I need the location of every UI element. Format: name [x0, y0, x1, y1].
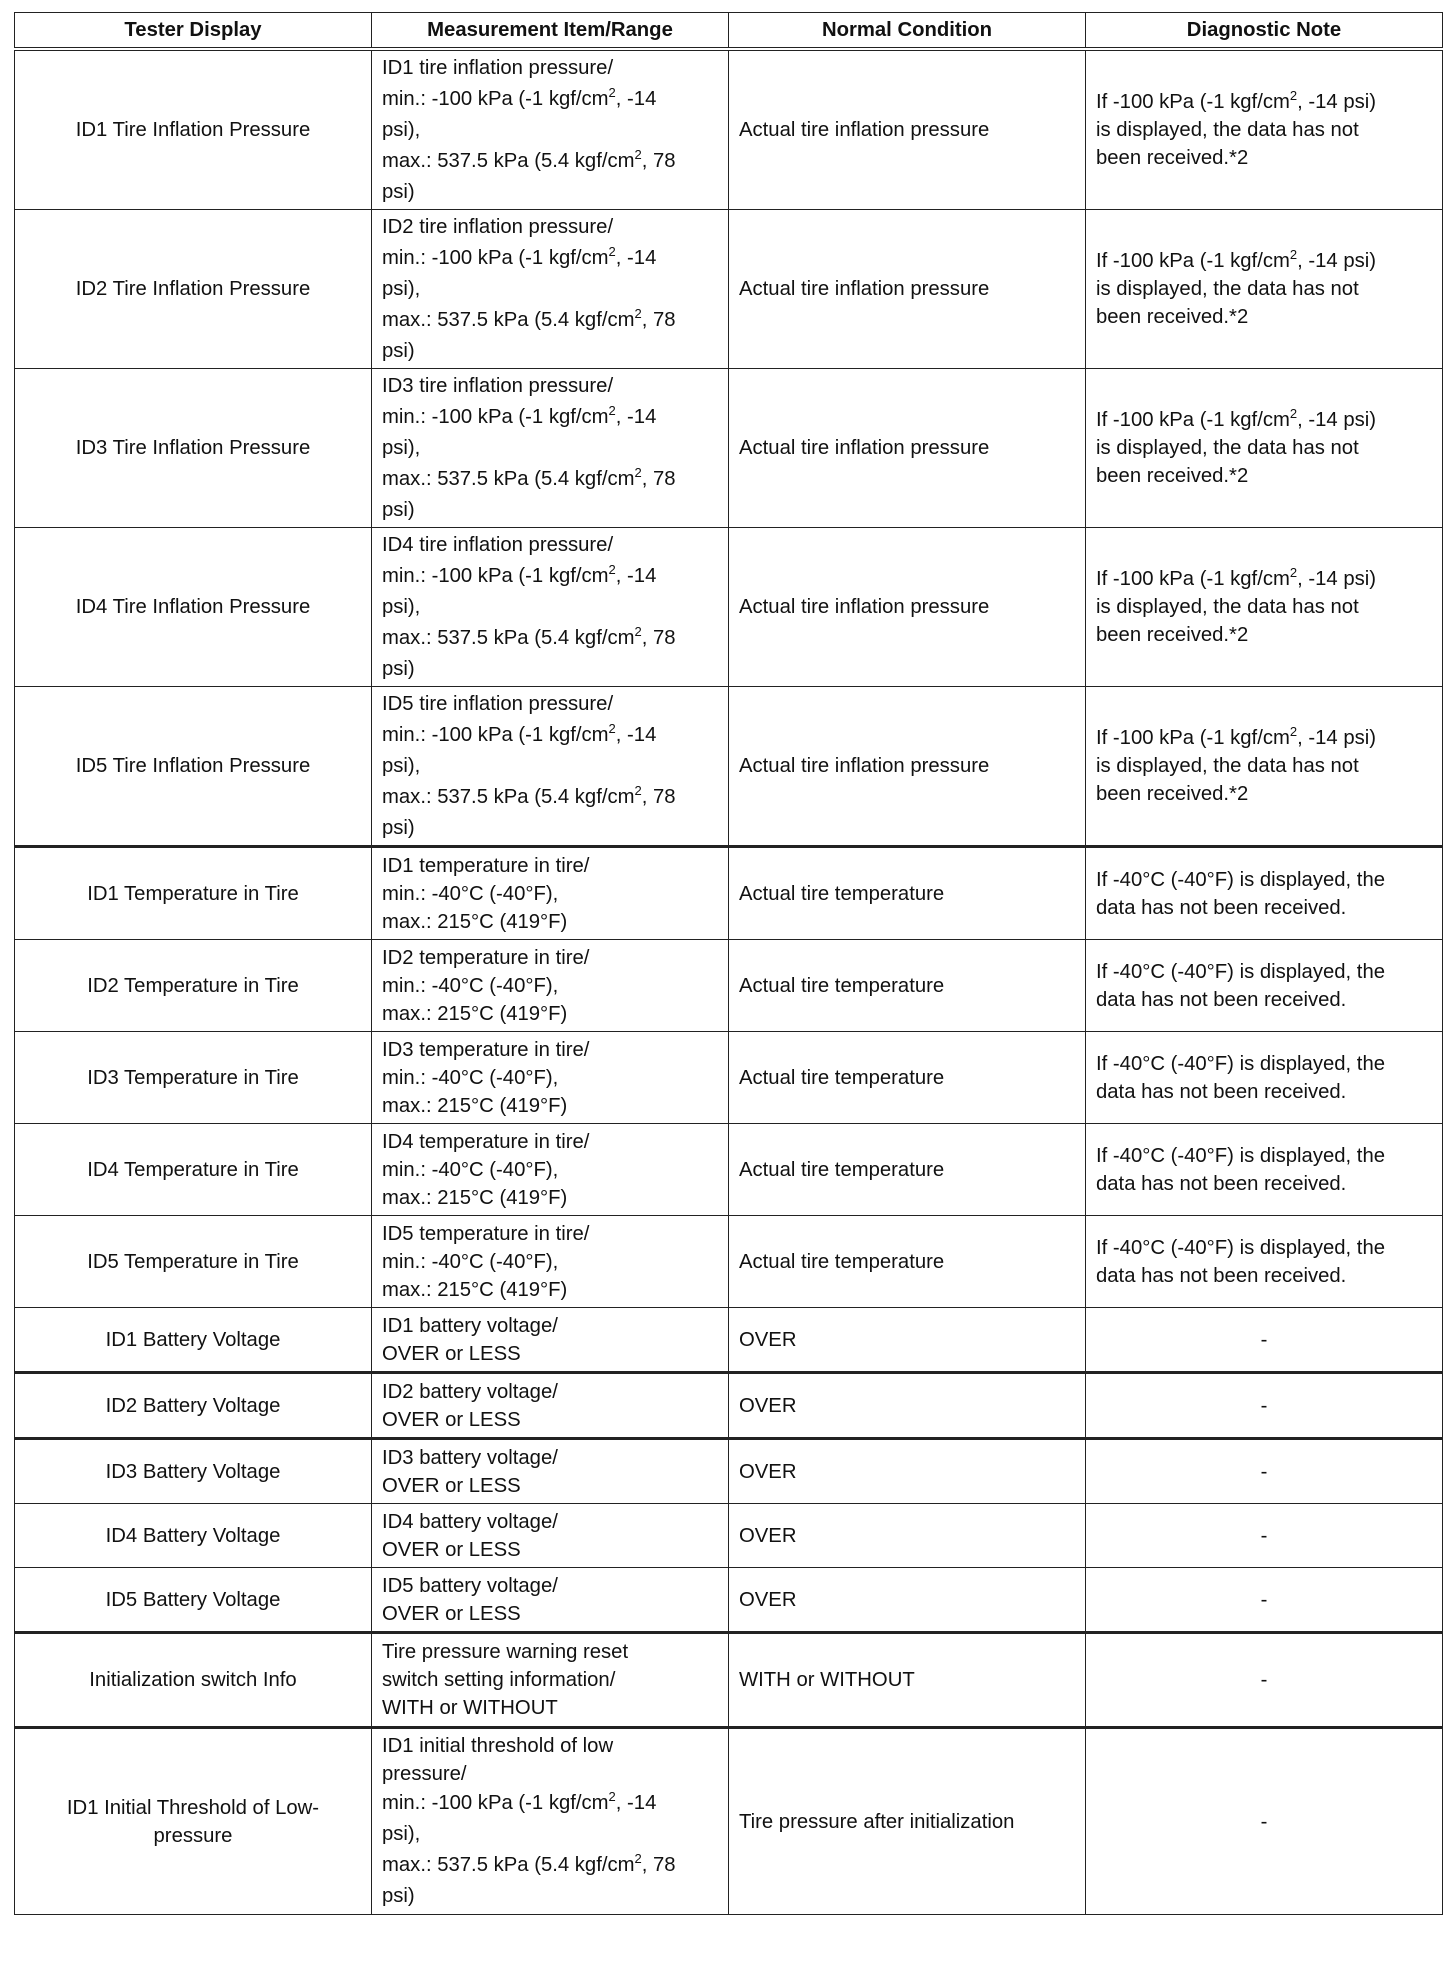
- diagnostic-note-cell: -: [1086, 1439, 1443, 1504]
- diagnostic-data-table: [14, 12, 1443, 1915]
- tester-display-cell: ID4 Tire Inflation Pressure: [15, 528, 372, 687]
- tester-display-cell: Initialization switch Info: [15, 1633, 372, 1728]
- diagnostic-note-cell: If -100 kPa (-1 kgf/$cm^2$, -14 psi) is displayed, the data has not been received.*2: [1086, 369, 1443, 528]
- measurement-cell: Tire pressure warning reset switch setting information/ WITH or WITHOUT: [372, 1633, 729, 1728]
- measurement-cell: ID4 temperature in tire/ min.: -40°C (-40°F), max.: 215°C (419°F): [372, 1124, 729, 1216]
- tester-display-cell: ID5 Battery Voltage: [15, 1568, 372, 1633]
- header-diagnostic-note: Diagnostic Note: [1086, 13, 1443, 50]
- table-row: [15, 49, 1443, 210]
- diagnostic-note-cell: -: [1086, 1504, 1443, 1568]
- normal-condition-cell: Actual tire temperature: [729, 1032, 1086, 1124]
- normal-condition-cell: OVER: [729, 1504, 1086, 1568]
- table-row: [15, 847, 1443, 940]
- table-row: [15, 1216, 1443, 1308]
- table-row: [15, 1728, 1443, 1915]
- normal-condition-cell: OVER: [729, 1373, 1086, 1439]
- measurement-cell: ID5 temperature in tire/ min.: -40°C (-40°F), max.: 215°C (419°F): [372, 1216, 729, 1308]
- measurement-cell: ID3 tire inflation pressure/ min.: -100 kPa (-1 kgf/$cm^2$, -14 psi), max.: 537.5 kPa (5.4 kgf/$cm^2$, 78 psi): [372, 369, 729, 528]
- measurement-cell: ID1 initial threshold of low pressure/ min.: -100 kPa (-1 kgf/$cm^2$, -14 psi), max.: 537.5 kPa (5.4 kgf/$cm^2$, 78 psi): [372, 1728, 729, 1915]
- normal-condition-cell: OVER: [729, 1568, 1086, 1633]
- measurement-cell: ID2 temperature in tire/ min.: -40°C (-40°F), max.: 215°C (419°F): [372, 940, 729, 1032]
- normal-condition-cell: Actual tire temperature: [729, 1216, 1086, 1308]
- diagnostic-note-cell: -: [1086, 1728, 1443, 1915]
- tester-display-cell: ID2 Tire Inflation Pressure: [15, 210, 372, 369]
- normal-condition-cell: Actual tire temperature: [729, 940, 1086, 1032]
- measurement-cell: ID4 battery voltage/ OVER or LESS: [372, 1504, 729, 1568]
- diagnostic-note-cell: If -40°C (-40°F) is displayed, the data has not been received.: [1086, 1216, 1443, 1308]
- diagnostic-note-cell: If -100 kPa (-1 kgf/$cm^2$, -14 psi) is displayed, the data has not been received.*2: [1086, 210, 1443, 369]
- diagnostic-note-cell: -: [1086, 1633, 1443, 1728]
- tester-display-cell: ID4 Battery Voltage: [15, 1504, 372, 1568]
- diagnostic-note-cell: If -100 kPa (-1 kgf/$cm^2$, -14 psi) is displayed, the data has not been received.*2: [1086, 528, 1443, 687]
- tester-display-cell: ID5 Temperature in Tire: [15, 1216, 372, 1308]
- table-row: [15, 369, 1443, 528]
- tester-display-cell: ID1 Tire Inflation Pressure: [15, 49, 372, 210]
- measurement-cell: ID1 battery voltage/ OVER or LESS: [372, 1308, 729, 1373]
- diagnostic-note-cell: If -100 kPa (-1 kgf/$cm^2$, -14 psi) is displayed, the data has not been received.*2: [1086, 49, 1443, 210]
- header-tester-display: Tester Display: [15, 13, 372, 50]
- measurement-cell: ID1 temperature in tire/ min.: -40°C (-40°F), max.: 215°C (419°F): [372, 847, 729, 940]
- table-row: [15, 940, 1443, 1032]
- table-row: [15, 1504, 1443, 1568]
- table-row: [15, 1439, 1443, 1504]
- table-row: [15, 687, 1443, 847]
- header-normal-condition: Normal Condition: [729, 13, 1086, 50]
- table-row: [15, 528, 1443, 687]
- measurement-cell: ID5 tire inflation pressure/ min.: -100 kPa (-1 kgf/$cm^2$, -14 psi), max.: 537.5 kPa (5.4 kgf/$cm^2$, 78 psi): [372, 687, 729, 847]
- tester-display-cell: ID2 Temperature in Tire: [15, 940, 372, 1032]
- normal-condition-cell: WITH or WITHOUT: [729, 1633, 1086, 1728]
- diagnostic-note-cell: If -40°C (-40°F) is displayed, the data has not been received.: [1086, 1032, 1443, 1124]
- normal-condition-cell: Tire pressure after initialization: [729, 1728, 1086, 1915]
- measurement-cell: ID1 tire inflation pressure/ min.: -100 kPa (-1 kgf/$cm^2$, -14 psi), max.: 537.5 kPa (5.4 kgf/$cm^2$, 78 psi): [372, 49, 729, 210]
- table-row: [15, 1124, 1443, 1216]
- diagnostic-note-cell: -: [1086, 1308, 1443, 1373]
- tester-display-cell: ID3 Temperature in Tire: [15, 1032, 372, 1124]
- normal-condition-cell: Actual tire inflation pressure: [729, 528, 1086, 687]
- normal-condition-cell: Actual tire inflation pressure: [729, 210, 1086, 369]
- tester-display-cell: ID1 Temperature in Tire: [15, 847, 372, 940]
- diagnostic-note-cell: If -40°C (-40°F) is displayed, the data has not been received.: [1086, 847, 1443, 940]
- measurement-cell: ID5 battery voltage/ OVER or LESS: [372, 1568, 729, 1633]
- measurement-cell: ID4 tire inflation pressure/ min.: -100 kPa (-1 kgf/$cm^2$, -14 psi), max.: 537.5 kPa (5.4 kgf/$cm^2$, 78 psi): [372, 528, 729, 687]
- tester-display-cell: ID3 Tire Inflation Pressure: [15, 369, 372, 528]
- diagnostic-note-cell: -: [1086, 1373, 1443, 1439]
- normal-condition-cell: OVER: [729, 1308, 1086, 1373]
- tester-display-cell: ID2 Battery Voltage: [15, 1373, 372, 1439]
- tester-display-cell: ID3 Battery Voltage: [15, 1439, 372, 1504]
- normal-condition-cell: Actual tire temperature: [729, 847, 1086, 940]
- tester-display-cell: ID1 Battery Voltage: [15, 1308, 372, 1373]
- table-row: [15, 210, 1443, 369]
- table-row: [15, 1373, 1443, 1439]
- diagnostic-note-cell: If -40°C (-40°F) is displayed, the data has not been received.: [1086, 940, 1443, 1032]
- table-row: [15, 1308, 1443, 1373]
- measurement-cell: ID2 tire inflation pressure/ min.: -100 kPa (-1 kgf/$cm^2$, -14 psi), max.: 537.5 kPa (5.4 kgf/$cm^2$, 78 psi): [372, 210, 729, 369]
- tester-display-cell: ID5 Tire Inflation Pressure: [15, 687, 372, 847]
- header-measurement-item: Measurement Item/Range: [372, 13, 729, 50]
- measurement-cell: ID3 temperature in tire/ min.: -40°C (-40°F), max.: 215°C (419°F): [372, 1032, 729, 1124]
- table-row: [15, 1568, 1443, 1633]
- table-row: [15, 1032, 1443, 1124]
- normal-condition-cell: OVER: [729, 1439, 1086, 1504]
- table-row: [15, 1633, 1443, 1728]
- table-header-row: [15, 13, 1443, 50]
- tester-display-cell: ID1 Initial Threshold of Low- pressure: [15, 1728, 372, 1915]
- measurement-cell: ID3 battery voltage/ OVER or LESS: [372, 1439, 729, 1504]
- tester-display-cell: ID4 Temperature in Tire: [15, 1124, 372, 1216]
- diagnostic-note-cell: -: [1086, 1568, 1443, 1633]
- normal-condition-cell: Actual tire inflation pressure: [729, 687, 1086, 847]
- normal-condition-cell: Actual tire inflation pressure: [729, 369, 1086, 528]
- diagnostic-note-cell: If -40°C (-40°F) is displayed, the data has not been received.: [1086, 1124, 1443, 1216]
- measurement-cell: ID2 battery voltage/ OVER or LESS: [372, 1373, 729, 1439]
- normal-condition-cell: Actual tire temperature: [729, 1124, 1086, 1216]
- diagnostic-note-cell: If -100 kPa (-1 kgf/$cm^2$, -14 psi) is displayed, the data has not been received.*2: [1086, 687, 1443, 847]
- normal-condition-cell: Actual tire inflation pressure: [729, 49, 1086, 210]
